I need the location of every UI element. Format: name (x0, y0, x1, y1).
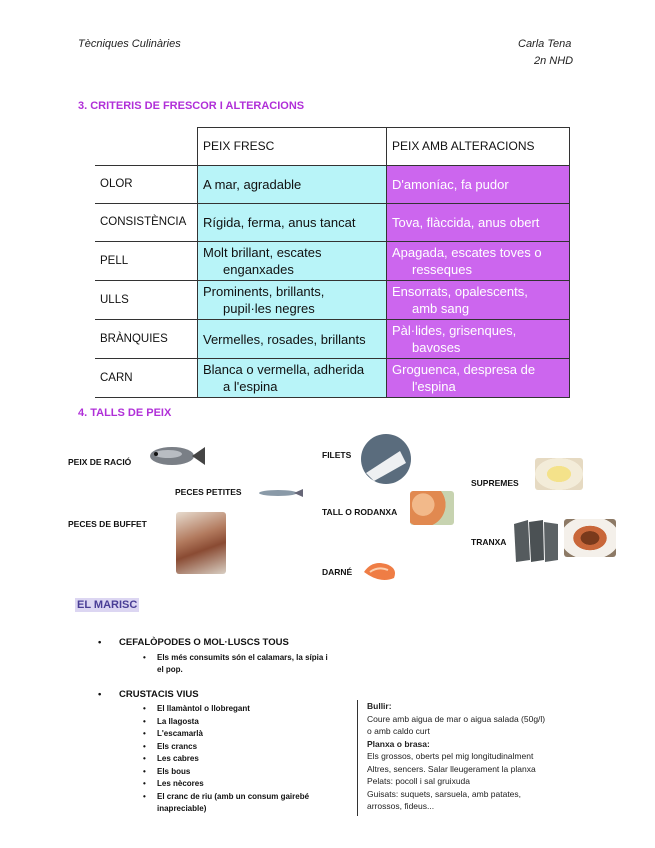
bullet-dot: • (143, 729, 146, 738)
method-line: Guisats: suquets, sarsuela, amb patates, (367, 788, 522, 799)
bullet-dot: • (143, 791, 146, 801)
cell-fresc (198, 320, 387, 359)
cell-line: Ensorrats, opalescents, (392, 284, 528, 299)
cell-line: Vermelles, rosades, brillants (203, 331, 366, 347)
row-label: CONSISTÈNCIA (95, 204, 198, 242)
bullet-crustacis: • (98, 689, 102, 700)
cell-line: Prominents, brillants, (203, 284, 325, 299)
section4-title: 4. TALLS DE PEIX (78, 407, 172, 419)
row-label: CARN (95, 359, 198, 398)
header-author: Carla Tena (518, 38, 572, 50)
row-label: OLOR (95, 166, 198, 204)
table-corner (95, 128, 198, 166)
cell-line: D'amoníac, fa pudor (392, 177, 509, 192)
bullet-dot: • (143, 716, 146, 726)
list-item (143, 716, 348, 729)
cell-alt (387, 281, 570, 320)
list-item-text: El llamàntol o llobregant (157, 704, 250, 713)
cut-label-racio: PEIX DE RACIÓ (68, 457, 132, 467)
cut-label-filets: FILETS (322, 450, 352, 460)
list-item (143, 778, 348, 791)
list-item-text: Les nècores (157, 779, 204, 788)
list-item (143, 703, 348, 716)
crustacis-list (143, 703, 348, 816)
table-header-row (95, 128, 570, 166)
table-row (95, 242, 570, 281)
list-item (143, 766, 348, 779)
cell-line: Groguenca, despresa de (392, 362, 536, 377)
column-divider (357, 700, 358, 816)
list-item-text: Els crancs (157, 741, 198, 751)
cefalopodes-bullet-dot: • (143, 653, 146, 662)
col-header-alt: PEIX AMB ALTERACIONS (387, 128, 570, 166)
bullet-cefalopodes: • (98, 637, 102, 648)
table-row (95, 281, 570, 320)
cut-label-darne: DARNÉ (322, 567, 353, 577)
cell-line: enganxades (223, 262, 294, 277)
list-item-text: El cranc de riu (amb un consum gairebé (157, 791, 310, 801)
cell-line: pupil·les negres (223, 301, 315, 316)
steak-cut-image (410, 491, 454, 525)
bullet-dot: • (143, 754, 146, 763)
small-fish-image (258, 488, 304, 498)
cell-alt (387, 242, 570, 281)
bullet-dot: • (143, 741, 146, 751)
method-line: Pelats: pocoll i sal gruixuda (367, 776, 471, 786)
table-row (95, 166, 570, 204)
cell-fresc (198, 166, 387, 204)
cell-alt (387, 204, 570, 242)
list-item (143, 803, 348, 816)
cell-line: Tova, flàccida, anus obert (392, 215, 540, 230)
list-item-text: L'escamarlà (157, 729, 203, 738)
section3-title: 3. CRITERIS DE FRESCOR I ALTERACIONS (78, 100, 305, 112)
method-line: Coure amb aigua de mar o aigua salada (50g/l) (367, 713, 546, 724)
cell-fresc (198, 281, 387, 320)
table-row (95, 204, 570, 242)
cell-line: a l'espina (223, 379, 278, 394)
cell-alt (387, 320, 570, 359)
cefalopodes-line-2: el pop. (157, 665, 183, 674)
bullet-dot: • (143, 779, 146, 788)
cell-fresc (198, 242, 387, 281)
method-line: Bullir: (367, 701, 392, 711)
cell-fresc (198, 359, 387, 398)
cut-label-buffet: PECES DE BUFFET (68, 519, 147, 529)
cell-line: A mar, agradable (203, 177, 302, 192)
header-class: 2n NHD (534, 55, 574, 67)
method-line: Els grossos, oberts pel mig longitudinalment (367, 751, 534, 761)
row-label: ULLS (95, 281, 198, 320)
row-label: PELL (95, 242, 198, 281)
cell-line: Molt brillant, escates (203, 245, 322, 260)
cell-line: Pàl·lides, grisenques, (392, 323, 517, 338)
crustacis-title: CRUSTACIS VIUS (119, 689, 199, 700)
tranxa-dish-image (564, 519, 616, 557)
method-line: Altres, sencers. Salar lleugerament la planxa (367, 763, 536, 774)
cell-fresc (198, 204, 387, 242)
cell-line: amb sang (412, 301, 470, 316)
method-line: Planxa o brasa: (367, 738, 430, 749)
cut-label-rodanxa: TALL O RODANXA (322, 507, 398, 517)
cut-label-petites: PECES PETITES (175, 487, 242, 497)
list-item-text: La llagosta (157, 716, 199, 726)
criteria-table (95, 127, 570, 398)
method-line: arrossos, fideus... (367, 801, 435, 811)
header-left: Tècniques Culinàries (78, 38, 181, 50)
cell-line: Rígida, ferma, anus tancat (203, 215, 356, 230)
cell-line: Apagada, escates toves o (392, 245, 542, 260)
cell-line: bavoses (412, 340, 461, 355)
row-label: BRÀNQUIES (95, 320, 198, 359)
list-item (143, 753, 348, 766)
cell-line: resseques (412, 262, 472, 277)
bullet-dot: • (143, 704, 146, 713)
method-line: o amb caldo curt (367, 726, 430, 736)
supremes-dish-image (535, 458, 583, 490)
cell-alt (387, 166, 570, 204)
cell-line: Blanca o vermella, adherida (203, 362, 365, 377)
cefalopodes-title: CEFALÒPODES O MOL·LUSCS TOUS (119, 637, 289, 648)
fish-whole-image (148, 444, 206, 468)
cell-alt (387, 359, 570, 398)
cut-label-supremes: SUPREMES (471, 478, 519, 488)
list-item-text: Les cabres (157, 754, 199, 763)
buffet-platter-image (176, 512, 226, 574)
list-item (143, 728, 348, 741)
list-item (143, 741, 348, 754)
tranxa-raw-image (512, 518, 560, 564)
darne-image (362, 560, 398, 582)
bullet-dot: • (143, 766, 146, 776)
col-header-fresc: PEIX FRESC (198, 128, 387, 166)
list-item-text: Els bous (157, 766, 191, 776)
marisc-title: EL MARISC (77, 599, 138, 611)
list-item-text: inapreciable) (157, 804, 207, 813)
fillet-plate-image (360, 433, 412, 485)
cell-line: l'espina (412, 379, 456, 394)
cefalopodes-line-1: Els més consumits són el calamars, la sípia i (157, 653, 328, 662)
table-row (95, 320, 570, 359)
cut-label-tranxa: TRANXA (471, 537, 507, 547)
cooking-methods (367, 700, 597, 813)
list-item (143, 791, 348, 804)
table-row (95, 359, 570, 398)
